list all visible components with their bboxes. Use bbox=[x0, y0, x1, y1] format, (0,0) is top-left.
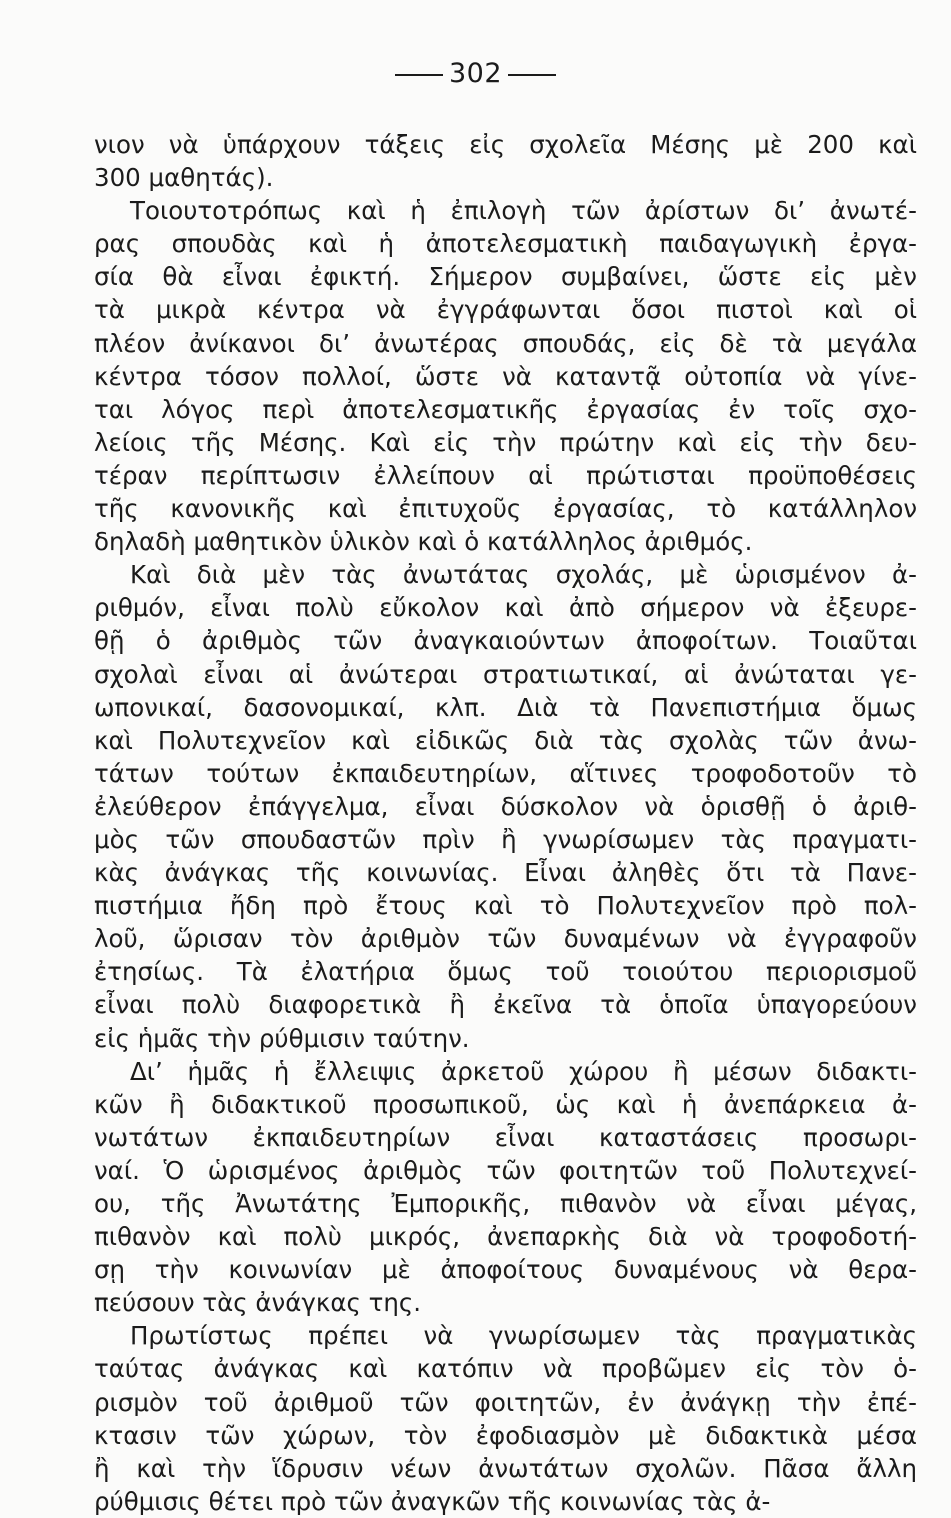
text-line: σία θὰ εἶναι ἐφικτή. Σήμερον συμβαίνει, ὥστε εἰς μὲν bbox=[94, 262, 917, 292]
text-line: ριθμόν, εἶναι πολὺ εὔκολον καὶ ἀπὸ σήμερον νὰ ἐξευρε- bbox=[94, 593, 917, 623]
page-number-dash-left bbox=[395, 74, 443, 76]
text-line: νιον νὰ ὑπάρχουν τάξεις εἰς σχολεῖα Μέσης μὲ 200 καὶ bbox=[94, 130, 917, 159]
text-line: θῇ ὁ ἀριθμὸς τῶν ἀναγκαιούντων ἀποφοίτων. Τοιαῦται bbox=[94, 626, 917, 656]
text-line: τὰ μικρὰ κέντρα νὰ ἐγγράφωνται ὅσοι πιστοὶ καὶ οἱ bbox=[94, 295, 917, 325]
text-line: πιστήμια ἤδη πρὸ ἔτους καὶ τὸ Πολυτεχνεῖον πρὸ πολ- bbox=[94, 891, 917, 921]
text-line: ται λόγος περὶ ἀποτελεσματικῆς ἐργασίας ἐν τοῖς σχο- bbox=[94, 394, 917, 424]
text-line: ρισμὸν τοῦ ἀριθμοῦ τῶν φοιτητῶν, ἐν ἀνάγκῃ τὴν ἐπέ- bbox=[94, 1387, 917, 1417]
text-line: ωπονικαί, δασονομικαί, κλπ. Διὰ τὰ Πανεπιστήμια ὅμως bbox=[94, 692, 917, 722]
text-line: νωτάτων ἐκπαιδευτηρίων εἶναι καταστάσεις προσωρι- bbox=[94, 1122, 917, 1152]
text-line: τῆς κανονικῆς καὶ ἐπιτυχοῦς ἐργασίας, τὸ κατάλληλον bbox=[94, 494, 917, 524]
text-line: ου, τῆς Ἀνωτάτης Ἐμπορικῆς, πιθανὸν νὰ εἶναι μέγας, bbox=[94, 1189, 917, 1218]
paragraph bbox=[94, 194, 917, 558]
text-line: σχολαὶ εἶναι αἱ ἀνώτεραι στρατιωτικαί, αἱ ἀνώταται γε- bbox=[94, 659, 917, 689]
text-line: μὸς τῶν σπουδαστῶν πρὶν ἢ γνωρίσωμεν τὰς πραγματι- bbox=[94, 824, 917, 854]
text-line: ναί. Ὁ ὡρισμένος ἀριθμὸς τῶν φοιτητῶν τοῦ Πολυτεχνεί- bbox=[94, 1155, 917, 1185]
paragraph bbox=[94, 128, 917, 194]
text-line: πιθανὸν καὶ πολὺ μικρός, ἀνεπαρκὴς διὰ νὰ τροφοδοτή- bbox=[94, 1222, 917, 1252]
text-line: λείοις τῆς Μέσης. Καὶ εἰς τὴν πρώτην καὶ εἰς τὴν δευ- bbox=[94, 427, 917, 457]
text-line: εἰς ἡμᾶς τὴν ρύθμισιν ταύτην. bbox=[94, 1023, 470, 1053]
page-number-dash-right bbox=[508, 74, 556, 76]
text-line: τέραν περίπτωσιν ἐλλείπουν αἱ πρώτισται προϋποθέσεις bbox=[94, 460, 917, 490]
text-line: Πρωτίστως πρέπει νὰ γνωρίσωμεν τὰς πραγματικὰς bbox=[130, 1321, 917, 1351]
text-line: ἐλεύθερον ἐπάγγελμα, εἶναι δύσκολον νὰ ὁρισθῇ ὁ ἀριθ- bbox=[94, 791, 917, 821]
text-line: πλέον ἀνίκανοι δι’ ἀνωτέρας σπουδάς, εἰς δὲ τὰ μεγάλα bbox=[94, 328, 917, 358]
text-line: Τοιουτοτρόπως καὶ ἡ ἐπιλογὴ τῶν ἀρίστων δι’ ἀνωτέ- bbox=[130, 196, 917, 226]
text-line: Δι’ ἡμᾶς ἡ ἔλλειψις ἀρκετοῦ χώρου ἢ μέσων διδακτι- bbox=[130, 1056, 917, 1086]
body-text bbox=[94, 128, 917, 1518]
page-number-value: 302 bbox=[448, 58, 503, 89]
text-line: 300 μαθητάς). bbox=[94, 163, 274, 193]
text-line: Καὶ διὰ μὲν τὰς ἀνωτάτας σχολάς, μὲ ὡρισμένον ἀ- bbox=[130, 560, 917, 590]
text-line: κέντρα τόσον πολλοί, ὥστε νὰ καταντᾷ οὐτοπία νὰ γίνε- bbox=[94, 361, 917, 391]
text-line: πεύσουν τὰς ἀνάγκας της. bbox=[94, 1288, 422, 1318]
text-line: ἐτησίως. Τὰ ἐλατήρια ὅμως τοῦ τοιούτου περιορισμοῦ bbox=[94, 957, 917, 987]
text-line: ταύτας ἀνάγκας καὶ κατόπιν νὰ προβῶμεν εἰς τὸν ὁ- bbox=[94, 1354, 917, 1384]
text-line: καὶ Πολυτεχνεῖον καὶ εἰδικῶς διὰ τὰς σχολὰς τῶν ἀνω- bbox=[94, 725, 917, 755]
paragraph bbox=[94, 1055, 917, 1320]
text-line: σῃ τὴν κοινωνίαν μὲ ἀποφοίτους δυναμένους νὰ θερα- bbox=[94, 1255, 917, 1285]
paragraph bbox=[94, 558, 917, 1054]
text-line: κτασιν τῶν χώρων, τὸν ἐφοδιασμὸν μὲ διδακτικὰ μέσα bbox=[94, 1420, 917, 1450]
text-line: τάτων τούτων ἐκπαιδευτηρίων, αἵτινες τροφοδοτοῦν τὸ bbox=[94, 758, 917, 788]
text-line: ἢ καὶ τὴν ἵδρυσιν νέων ἀνωτάτων σχολῶν. Πᾶσα ἄλλη bbox=[94, 1453, 917, 1483]
text-line: κῶν ἢ διδακτικοῦ προσωπικοῦ, ὡς καὶ ἡ ἀνεπάρκεια ἀ- bbox=[94, 1089, 917, 1119]
text-line: εἶναι πολὺ διαφορετικὰ ἢ ἐκεῖνα τὰ ὁποῖα ὑπαγορεύουν bbox=[94, 990, 917, 1020]
text-line: ρας σπουδὰς καὶ ἡ ἀποτελεσματικὴ παιδαγωγικὴ ἐργα- bbox=[94, 229, 917, 259]
text-line: δηλαδὴ μαθητικὸν ὑλικὸν καὶ ὁ κατάλληλος ἀριθμός. bbox=[94, 527, 753, 557]
page-number bbox=[0, 58, 951, 89]
text-line: λοῦ, ὥρισαν τὸν ἀριθμὸν τῶν δυναμένων νὰ ἐγγραφοῦν bbox=[94, 924, 917, 954]
paragraph bbox=[94, 1319, 917, 1518]
text-line: ρύθμισις θέτει πρὸ τῶν ἀναγκῶν τῆς κοινωνίας τὰς ἀ- bbox=[94, 1486, 771, 1516]
text-line: κὰς ἀνάγκας τῆς κοινωνίας. Εἶναι ἀληθὲς ὅτι τὰ Πανε- bbox=[94, 858, 917, 888]
